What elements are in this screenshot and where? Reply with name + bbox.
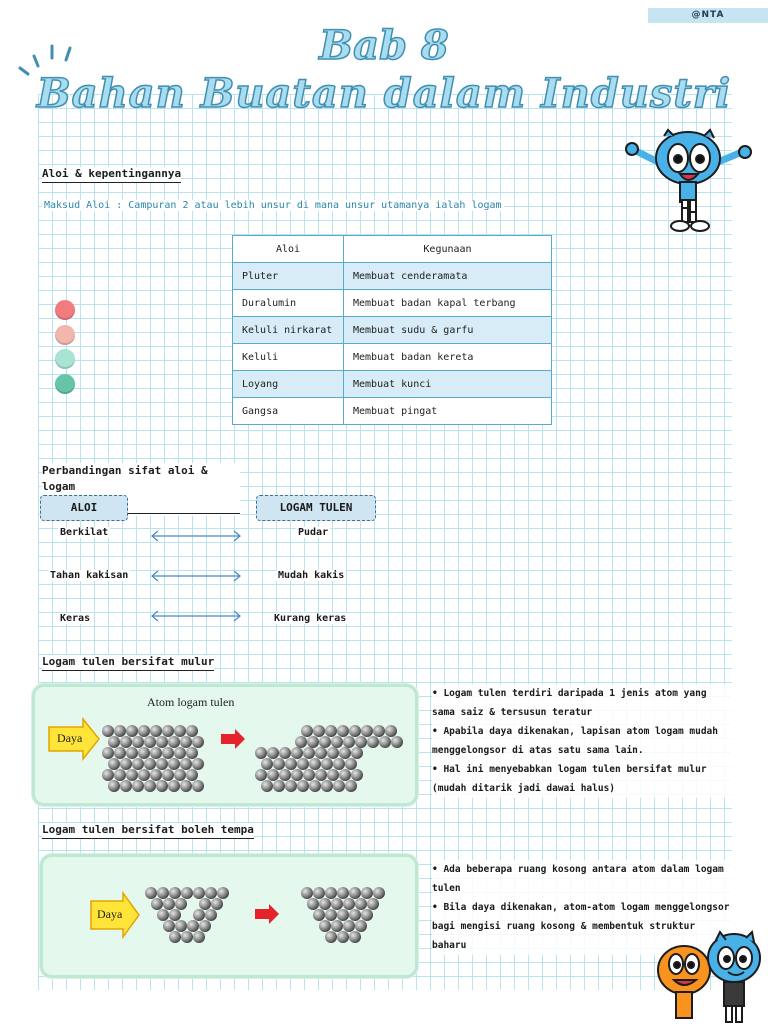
logam-tulen-label: LOGAM TULEN — [256, 495, 376, 521]
table-row — [233, 317, 552, 344]
use-cell: Membuat kunci — [344, 371, 552, 398]
color-dot — [55, 349, 75, 369]
color-dot — [55, 325, 75, 345]
force-label: Daya — [97, 907, 123, 921]
aloi-cell: Pluter — [233, 263, 344, 290]
tempa-diagram — [40, 854, 418, 978]
aloi-cell: Loyang — [233, 371, 344, 398]
aloi-property: Berkilat — [60, 527, 109, 538]
table-row — [233, 290, 552, 317]
aloi-cell: Keluli — [233, 344, 344, 371]
left-margin — [0, 0, 38, 1024]
author-tag: @NTA — [648, 8, 768, 23]
double-arrow-icon — [150, 569, 242, 583]
bullet-point: • Hal ini menyebabkan logam tulen bersifat mulur (mudah ditarik jadi dawai halus) — [432, 764, 707, 794]
section-heading-tempa: Logam tulen bersifat boleh tempa — [42, 823, 254, 839]
atom-layers-slide-diagram — [35, 687, 415, 803]
aloi-definition: Maksud Aloi : Campuran 2 atau lebih unsur di mana unsur utamanya ialah logam — [44, 200, 502, 211]
aloi-cell: Duralumin — [233, 290, 344, 317]
aloi-property: Keras — [60, 613, 91, 624]
section-heading-mulur: Logam tulen bersifat mulur — [42, 655, 214, 671]
logam-property: Kurang keras — [274, 613, 347, 624]
color-dot — [55, 300, 75, 320]
bullet-point: • Ada beberapa ruang kosong antara atom dalam logam tulen — [432, 864, 724, 894]
color-dot — [55, 374, 75, 394]
aloi-label: ALOI — [40, 495, 128, 521]
use-cell: Membuat badan kapal terbang — [344, 290, 552, 317]
bullet-point: • Logam tulen terdiri daripada 1 jenis atom yang sama saiz & tersusun teratur — [432, 688, 707, 718]
bullet-point: • Bila daya dikenakan, atom-atom logam menggelongsor bagi mengisi ruang kosong & membentuk struktur baharu — [432, 902, 730, 951]
use-cell: Membuat badan kereta — [344, 344, 552, 371]
double-arrow-icon — [150, 529, 242, 543]
table-row — [233, 398, 552, 425]
aloi-property: Tahan kakisan — [50, 570, 129, 581]
chapter-title: Bab 8 — [319, 22, 449, 69]
atom-label: Atom logam tulen — [147, 695, 235, 709]
use-cell: Membuat cenderamata — [344, 263, 552, 290]
logam-property: Mudah kakis — [278, 570, 345, 581]
header-kegunaan: Kegunaan — [344, 236, 552, 263]
table-row — [233, 371, 552, 398]
use-cell: Membuat sudu & garfu — [344, 317, 552, 344]
darwin-gumball-characters-icon — [650, 930, 768, 1024]
double-arrow-icon — [150, 609, 242, 623]
bullet-point: • Apabila daya dikenakan, lapisan atom logam mudah menggelongsor di atas satu sama lain. — [432, 726, 718, 756]
header-aloi: Aloi — [233, 236, 344, 263]
mulur-notes — [432, 684, 732, 798]
table-row — [233, 344, 552, 371]
page-title: Bahan Buatan dalam Industri — [36, 70, 732, 117]
aloi-table — [232, 235, 552, 425]
aloi-cell: Gangsa — [233, 398, 344, 425]
heading-line: Perbandingan sifat aloi & logam — [42, 464, 208, 493]
aloi-cell: Keluli nirkarat — [233, 317, 344, 344]
use-cell: Membuat pingat — [344, 398, 552, 425]
force-label: Daya — [57, 731, 83, 745]
table-row — [233, 263, 552, 290]
mulur-diagram — [32, 684, 418, 806]
table-header-row — [233, 236, 552, 263]
logam-property: Pudar — [298, 527, 329, 538]
gumball-character-icon — [624, 128, 754, 240]
section-heading-aloi: Aloi & kepentingannya — [42, 167, 181, 183]
